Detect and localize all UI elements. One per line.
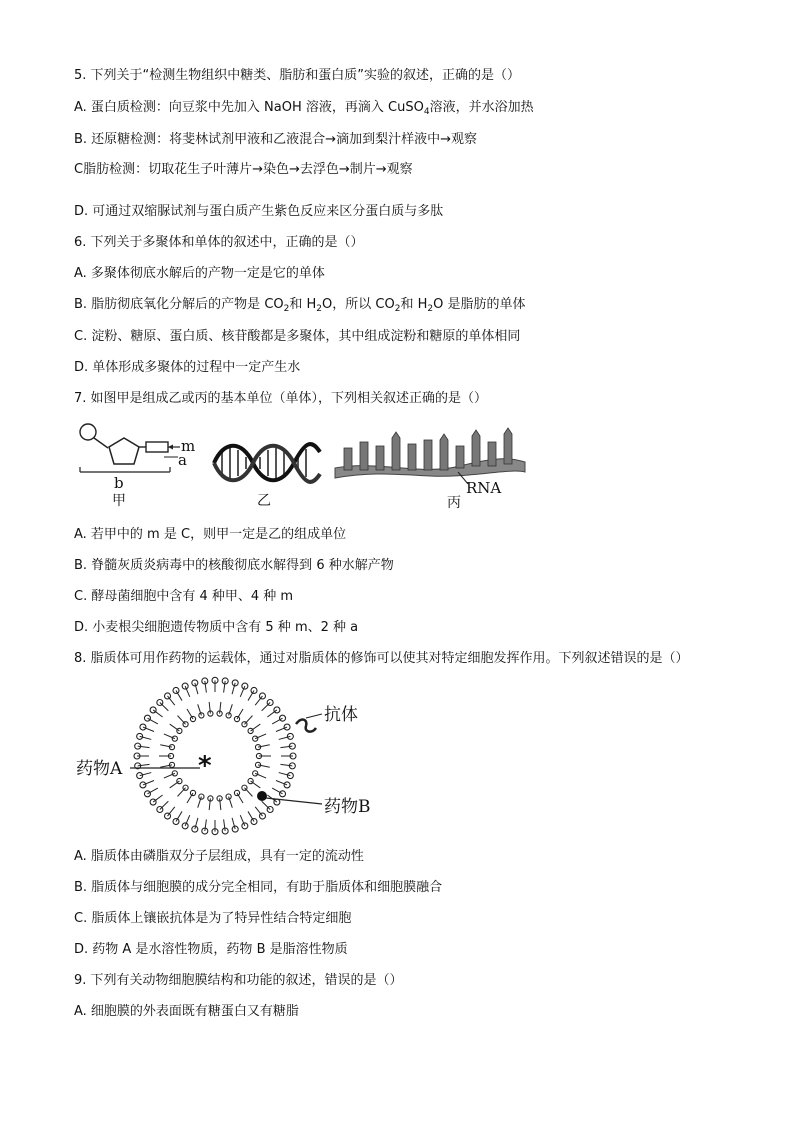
subscript: 2 (394, 304, 401, 314)
q8-stem: 8. 脂质体可用作药物的运载体，通过对脂质体的修饰可以使其对特定细胞发挥作用。下列叙述错误的是（） (74, 651, 689, 666)
q5-stem: 5. 下列关于“检测生物组织中糖类、脂肪和蛋白质”实验的叙述，正确的是（） (74, 68, 521, 83)
text-part: 和 H (289, 297, 317, 312)
q7-option-a: A. 若甲中的 m 是 C，则甲一定是乙的组成单位 (74, 527, 347, 542)
q8-option-a: A. 脂质体由磷脂双分子层组成，具有一定的流动性 (74, 849, 364, 864)
q7-option-b: B. 脊髓灰质炎病毒中的核酸彻底水解得到 6 种水解产物 (74, 558, 394, 573)
rna-strand-diagram (330, 426, 530, 496)
caption-bing: 丙 (447, 495, 461, 511)
q7-option-d: D. 小麦根尖细胞遗传物质中含有 5 种 m、2 种 a (74, 620, 359, 635)
q9-option-a: A. 细胞膜的外表面既有糖蛋白又有糖脂 (74, 1004, 299, 1019)
q5-option-a (74, 100, 534, 120)
q9-stem: 9. 下列有关动物细胞膜结构和功能的叙述，错误的是（） (74, 973, 403, 988)
label-rna: RNA (466, 479, 502, 496)
label-b: b (114, 474, 124, 490)
q7-option-c: C. 酵母菌细胞中含有 4 种甲、4 种 m (74, 589, 294, 604)
subscript: 2 (427, 304, 434, 314)
drug-b-icon (257, 791, 267, 801)
label-m: m (181, 437, 196, 455)
caption-jia: 甲 (112, 493, 126, 509)
q6-option-d: D. 单体形成多聚体的过程中一定产生水 (74, 360, 301, 375)
q8-option-b: B. 脂质体与细胞膜的成分完全相同，有助于脂质体和细胞膜融合 (74, 880, 443, 895)
inner-lipid-layer (159, 702, 271, 810)
q5-option-a-tail: 溶液，并水浴加热 (429, 100, 534, 115)
label-drug-b: 药物B (324, 797, 371, 817)
text-part: B. 脂肪彻底氧化分解后的产物是 CO (74, 297, 284, 312)
label-antibody: 抗体 (324, 705, 358, 725)
q5-option-d: D. 可通过双缩脲试剂与蛋白质产生紫色反应来区分蛋白质与多肽 (74, 204, 444, 219)
subscript: 4 (423, 107, 430, 117)
antibody-icon (296, 720, 316, 732)
q5-option-b: B. 还原糖检测：将斐林试剂甲液和乙液混合→滴加到梨汁样液中→观察 (74, 132, 477, 147)
q7-stem: 7. 如图甲是组成乙或丙的基本单位（单体），下列相关叙述正确的是（） (74, 391, 488, 406)
nucleotide-diagram (74, 420, 204, 490)
q8-option-d: D. 药物 A 是水溶性物质，药物 B 是脂溶性物质 (74, 942, 348, 957)
q6-stem: 6. 下列关于多聚体和单体的叙述中，正确的是（） (74, 235, 364, 250)
q5-option-a-text: A. 蛋白质检测：向豆浆中先加入 NaOH 溶液，再滴入 CuSO (74, 100, 424, 115)
outer-lipid-layer (134, 677, 296, 834)
dna-helix-diagram (212, 440, 322, 486)
text-part: O，所以 CO (322, 297, 395, 312)
q5-option-c: C脂肪检测：切取花生子叶薄片→染色→去浮色→制片→观察 (74, 162, 413, 177)
label-drug-a: 药物A (76, 759, 123, 779)
q8-option-c: C. 脂质体上镶嵌抗体是为了特异性结合特定细胞 (74, 911, 352, 926)
text-part: 和 H (400, 297, 428, 312)
drug-a-icon: * (198, 751, 212, 781)
caption-yi: 乙 (257, 493, 271, 509)
q6-option-b (74, 297, 525, 317)
subscript: 2 (316, 304, 323, 314)
text-part: O 是脂肪的单体 (433, 297, 526, 312)
label-a: a (178, 451, 187, 469)
q6-option-c: C. 淀粉、糖原、蛋白质、核苷酸都是多聚体，其中组成淀粉和糖原的单体相同 (74, 329, 521, 344)
q6-option-a: A. 多聚体彻底水解后的产物一定是它的单体 (74, 266, 325, 281)
liposome-diagram (70, 676, 390, 842)
subscript: 2 (283, 304, 290, 314)
